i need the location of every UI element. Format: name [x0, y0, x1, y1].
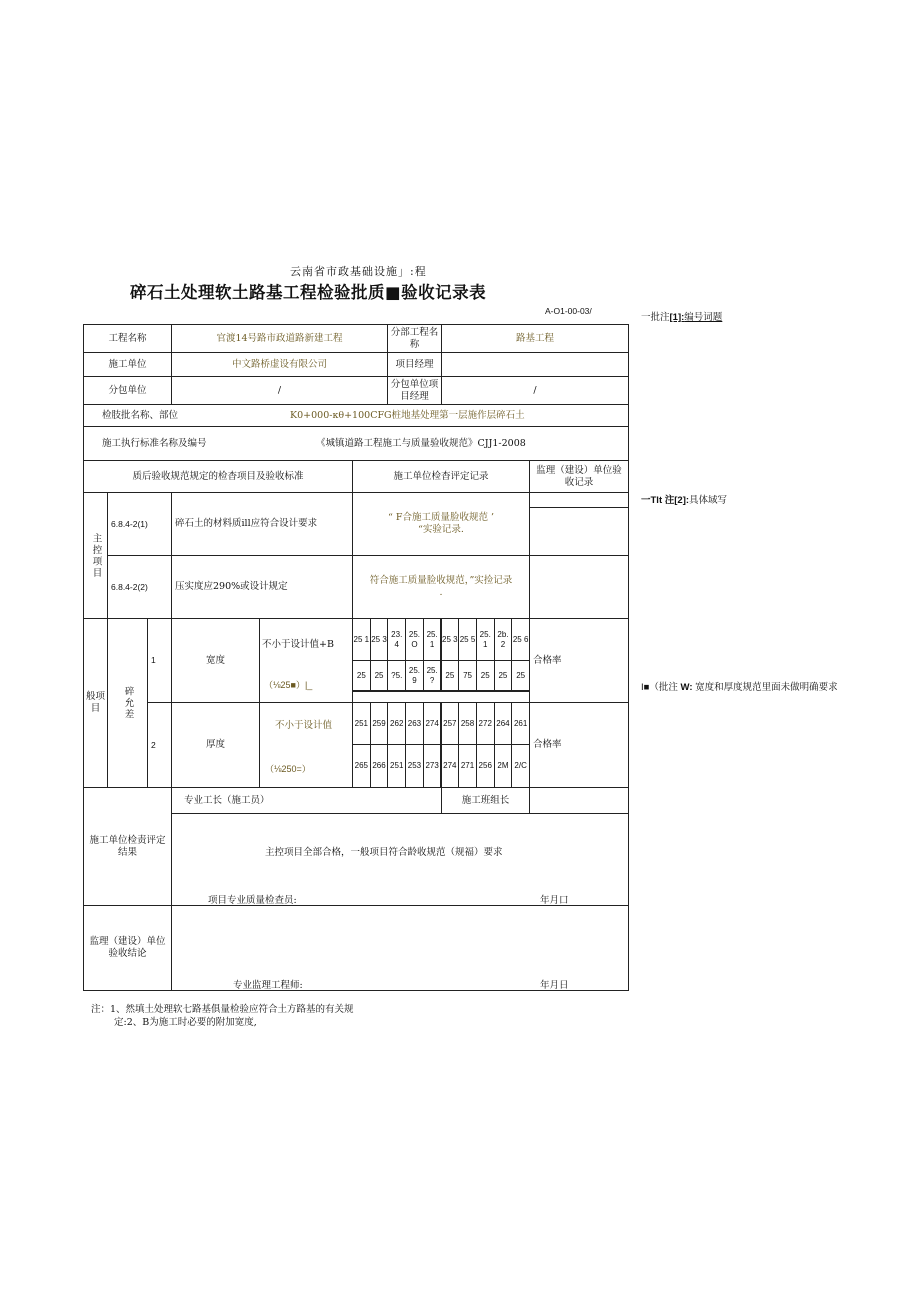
- engineer-label: 专业监理工程师:: [233, 980, 303, 991]
- width-measurement-cell: 25: [370, 660, 389, 692]
- width-measurement-cell: 25: [352, 660, 371, 692]
- width-measurement-cell: 25. 9: [405, 660, 424, 692]
- standard-label: 施工执行标准名称及编号: [102, 437, 207, 449]
- width-measurement-cell: 25: [476, 660, 495, 692]
- annotation-1-tag: [1]:: [669, 312, 685, 323]
- thickness-measurement-cell: 251: [387, 744, 406, 788]
- width-measurement-cell: 2b. 2: [494, 618, 513, 661]
- thickness-measurement-cell: 262: [387, 702, 406, 745]
- thickness-measurement-cell: 253: [405, 744, 424, 788]
- project-manager-value: [441, 352, 629, 377]
- width-measurement-cell: 23. 4: [387, 618, 406, 661]
- inspector-label: 项目专业质量检查员:: [208, 895, 297, 906]
- thickness-measurement-cell: 271: [458, 744, 477, 788]
- thickness-measurement-cell: 251: [352, 702, 371, 745]
- annotation-1-text: 编号词题: [684, 312, 723, 323]
- width-measurement-cell: 25 1: [352, 618, 371, 661]
- width-measurement-cell: 25. ?: [423, 660, 442, 692]
- thickness-standard-line1: 不小于设计值: [275, 720, 333, 731]
- batch-row: [83, 404, 629, 427]
- project-name-label: 工程名称: [83, 324, 172, 353]
- thickness-measurement-cell: 261: [511, 702, 530, 745]
- thickness-measurement-cell: 257: [441, 702, 460, 745]
- annotation-2-text: 具体域写: [689, 495, 728, 506]
- footnote-line-2: 定:2、B为施工时必要的附加宽度,: [114, 1017, 257, 1028]
- thickness-measurement-cell: 259: [370, 702, 389, 745]
- width-measurement-cell: ?5.: [387, 660, 406, 692]
- width-measurement-cell: 25: [494, 660, 513, 692]
- supervision-column-header: 监理（建设）单位验收记录: [529, 460, 629, 493]
- sub-manager-label: 分包单位项目经理: [387, 376, 442, 405]
- thickness-measurement-cell: 2M: [494, 744, 513, 788]
- thickness-measurement-cell: 266: [370, 744, 389, 788]
- main-control-desc-2: 压实度应290%或设计规定: [171, 555, 353, 619]
- sub-project-label: 分部工程名称: [387, 324, 442, 353]
- thickness-measurement-cell: 265: [352, 744, 371, 788]
- annotation-2-tag: 注[2]:: [664, 495, 690, 506]
- annotation-2-prefix: 一Tlt: [641, 495, 663, 506]
- main-control-supervision-1b: [529, 507, 629, 556]
- main-control-code-1: 6.8.4-2(1): [107, 492, 172, 556]
- thickness-measurement-cell: 273: [423, 744, 442, 788]
- standard-value: 《城镇道路工程施工与质量验收规范》CJJ1-2008: [316, 437, 526, 449]
- construction-date: 年月口: [540, 895, 569, 906]
- construction-unit-label: 施工单位: [83, 352, 172, 377]
- main-control-code-2: 6.8.4-2(2): [107, 555, 172, 619]
- width-measurement-cell: 25 3: [441, 618, 460, 661]
- main-control-label: 主控项目: [83, 492, 108, 619]
- sub-manager-value: /: [441, 376, 629, 405]
- thickness-result: 合格率: [529, 702, 629, 788]
- annotation-3-prefix: I■（批注: [641, 682, 678, 693]
- footnote-line-1: 注：1、然填土处理软七路基俱量检验应符合土方路基的有关规: [91, 1004, 354, 1015]
- general-label: 般项目: [83, 618, 108, 788]
- thickness-standard: [259, 702, 353, 788]
- width-measurement-cell: 25: [511, 660, 530, 692]
- project-manager-label: 项目经理: [387, 352, 442, 377]
- thickness-standard-line2: （⅛250=）: [265, 764, 311, 774]
- width-measurement-cell: 25 3: [370, 618, 389, 661]
- subcontractor-value: /: [171, 376, 388, 405]
- items-column-header: 质后验收规范规定的检杳项目及验收标准: [83, 460, 353, 493]
- annotation-3-tag: W:: [680, 682, 693, 693]
- thickness-measurement-cell: 274: [441, 744, 460, 788]
- main-control-record-1: [352, 492, 530, 556]
- thickness-measurement-cell: 258: [458, 702, 477, 745]
- construction-conclusion: 主控项目全部合格，一般项目符合龄收规范（规福）要求: [265, 847, 503, 858]
- width-measurement-cell: 25: [441, 660, 460, 692]
- main-control-record-2-line2: .: [439, 587, 443, 598]
- form-code: A-O1-00-03/: [545, 306, 592, 316]
- batch-label: 检肢批名称、部位: [102, 409, 179, 421]
- thickness-measurement-cell: 2/C: [511, 744, 530, 788]
- thickness-measurement-cell: 274: [423, 702, 442, 745]
- page-title: 碎石土处理软土路基工程检验批质■验收记录表: [130, 283, 487, 302]
- general-sublabel: 碎允差: [107, 618, 148, 788]
- main-control-record-2-line1: 符合施工质量脸收规范，”实捡记录: [369, 575, 513, 587]
- supervision-eval-label: 监理（建设）单位验收结论: [83, 905, 172, 991]
- construction-unit-value: 中文路桥虚设有限公司: [171, 352, 388, 377]
- width-measurement-cell: 25. 1: [423, 618, 442, 661]
- thickness-measurement-cell: 263: [405, 702, 424, 745]
- width-name: 宽度: [171, 618, 260, 703]
- team-leader-label: 施工班组长: [441, 787, 530, 814]
- thickness-name: 厚度: [171, 702, 260, 788]
- main-control-supervision-2: [529, 555, 629, 619]
- subtitle: 云南省市政基础设施」:程: [290, 265, 427, 278]
- supervision-date: 年月日: [540, 980, 569, 991]
- width-measurement-cell: 25. 1: [476, 618, 495, 661]
- thickness-measurement-cell: 272: [476, 702, 495, 745]
- width-no: 1: [147, 618, 172, 703]
- main-control-record-1-line1: “ F合施工质量脸收规范 ’: [387, 512, 494, 524]
- record-column-header: 施工单位检杳评定记录: [352, 460, 530, 493]
- width-measurement-cell: 25. O: [405, 618, 424, 661]
- project-name-value: 官渡14号路市政道路新建工程: [171, 324, 388, 353]
- foreman-label: 专业工长（施工员）: [171, 787, 442, 814]
- width-result: 合格率: [529, 618, 629, 703]
- width-measurement-cell: 75: [458, 660, 477, 692]
- thickness-measurement-cell: 264: [494, 702, 513, 745]
- main-control-record-1-line2: “实验记录.: [418, 524, 464, 535]
- main-control-supervision-1a: [529, 492, 629, 508]
- main-control-desc-1: 碎石土的材料质ill应符合设计要求: [171, 492, 353, 556]
- main-control-record-2: [352, 555, 530, 619]
- annotation-3-text: 宽度和厚度规范里面未做明确要求: [695, 682, 838, 693]
- width-measurement-cell: 25 5: [458, 618, 477, 661]
- sub-project-value: 路基工程: [441, 324, 629, 353]
- thickness-no: 2: [147, 702, 172, 788]
- subcontractor-label: 分包单位: [83, 376, 172, 405]
- construction-eval-label: 施工单位检责评定结果: [83, 787, 172, 906]
- team-leader-value: [529, 787, 629, 814]
- width-standard-line2: （⅛25■）|_: [264, 680, 313, 690]
- thickness-measurement-cell: 256: [476, 744, 495, 788]
- width-measurement-cell: 25 6: [511, 618, 530, 661]
- batch-value: K0+000-κθ+100CFG桩地基处理第一层施作层碎石土: [290, 409, 525, 421]
- standard-row: [83, 426, 629, 461]
- annotation-1-prefix: 一批注: [641, 312, 670, 323]
- width-standard-line1: 不小于设计值+B: [262, 639, 334, 650]
